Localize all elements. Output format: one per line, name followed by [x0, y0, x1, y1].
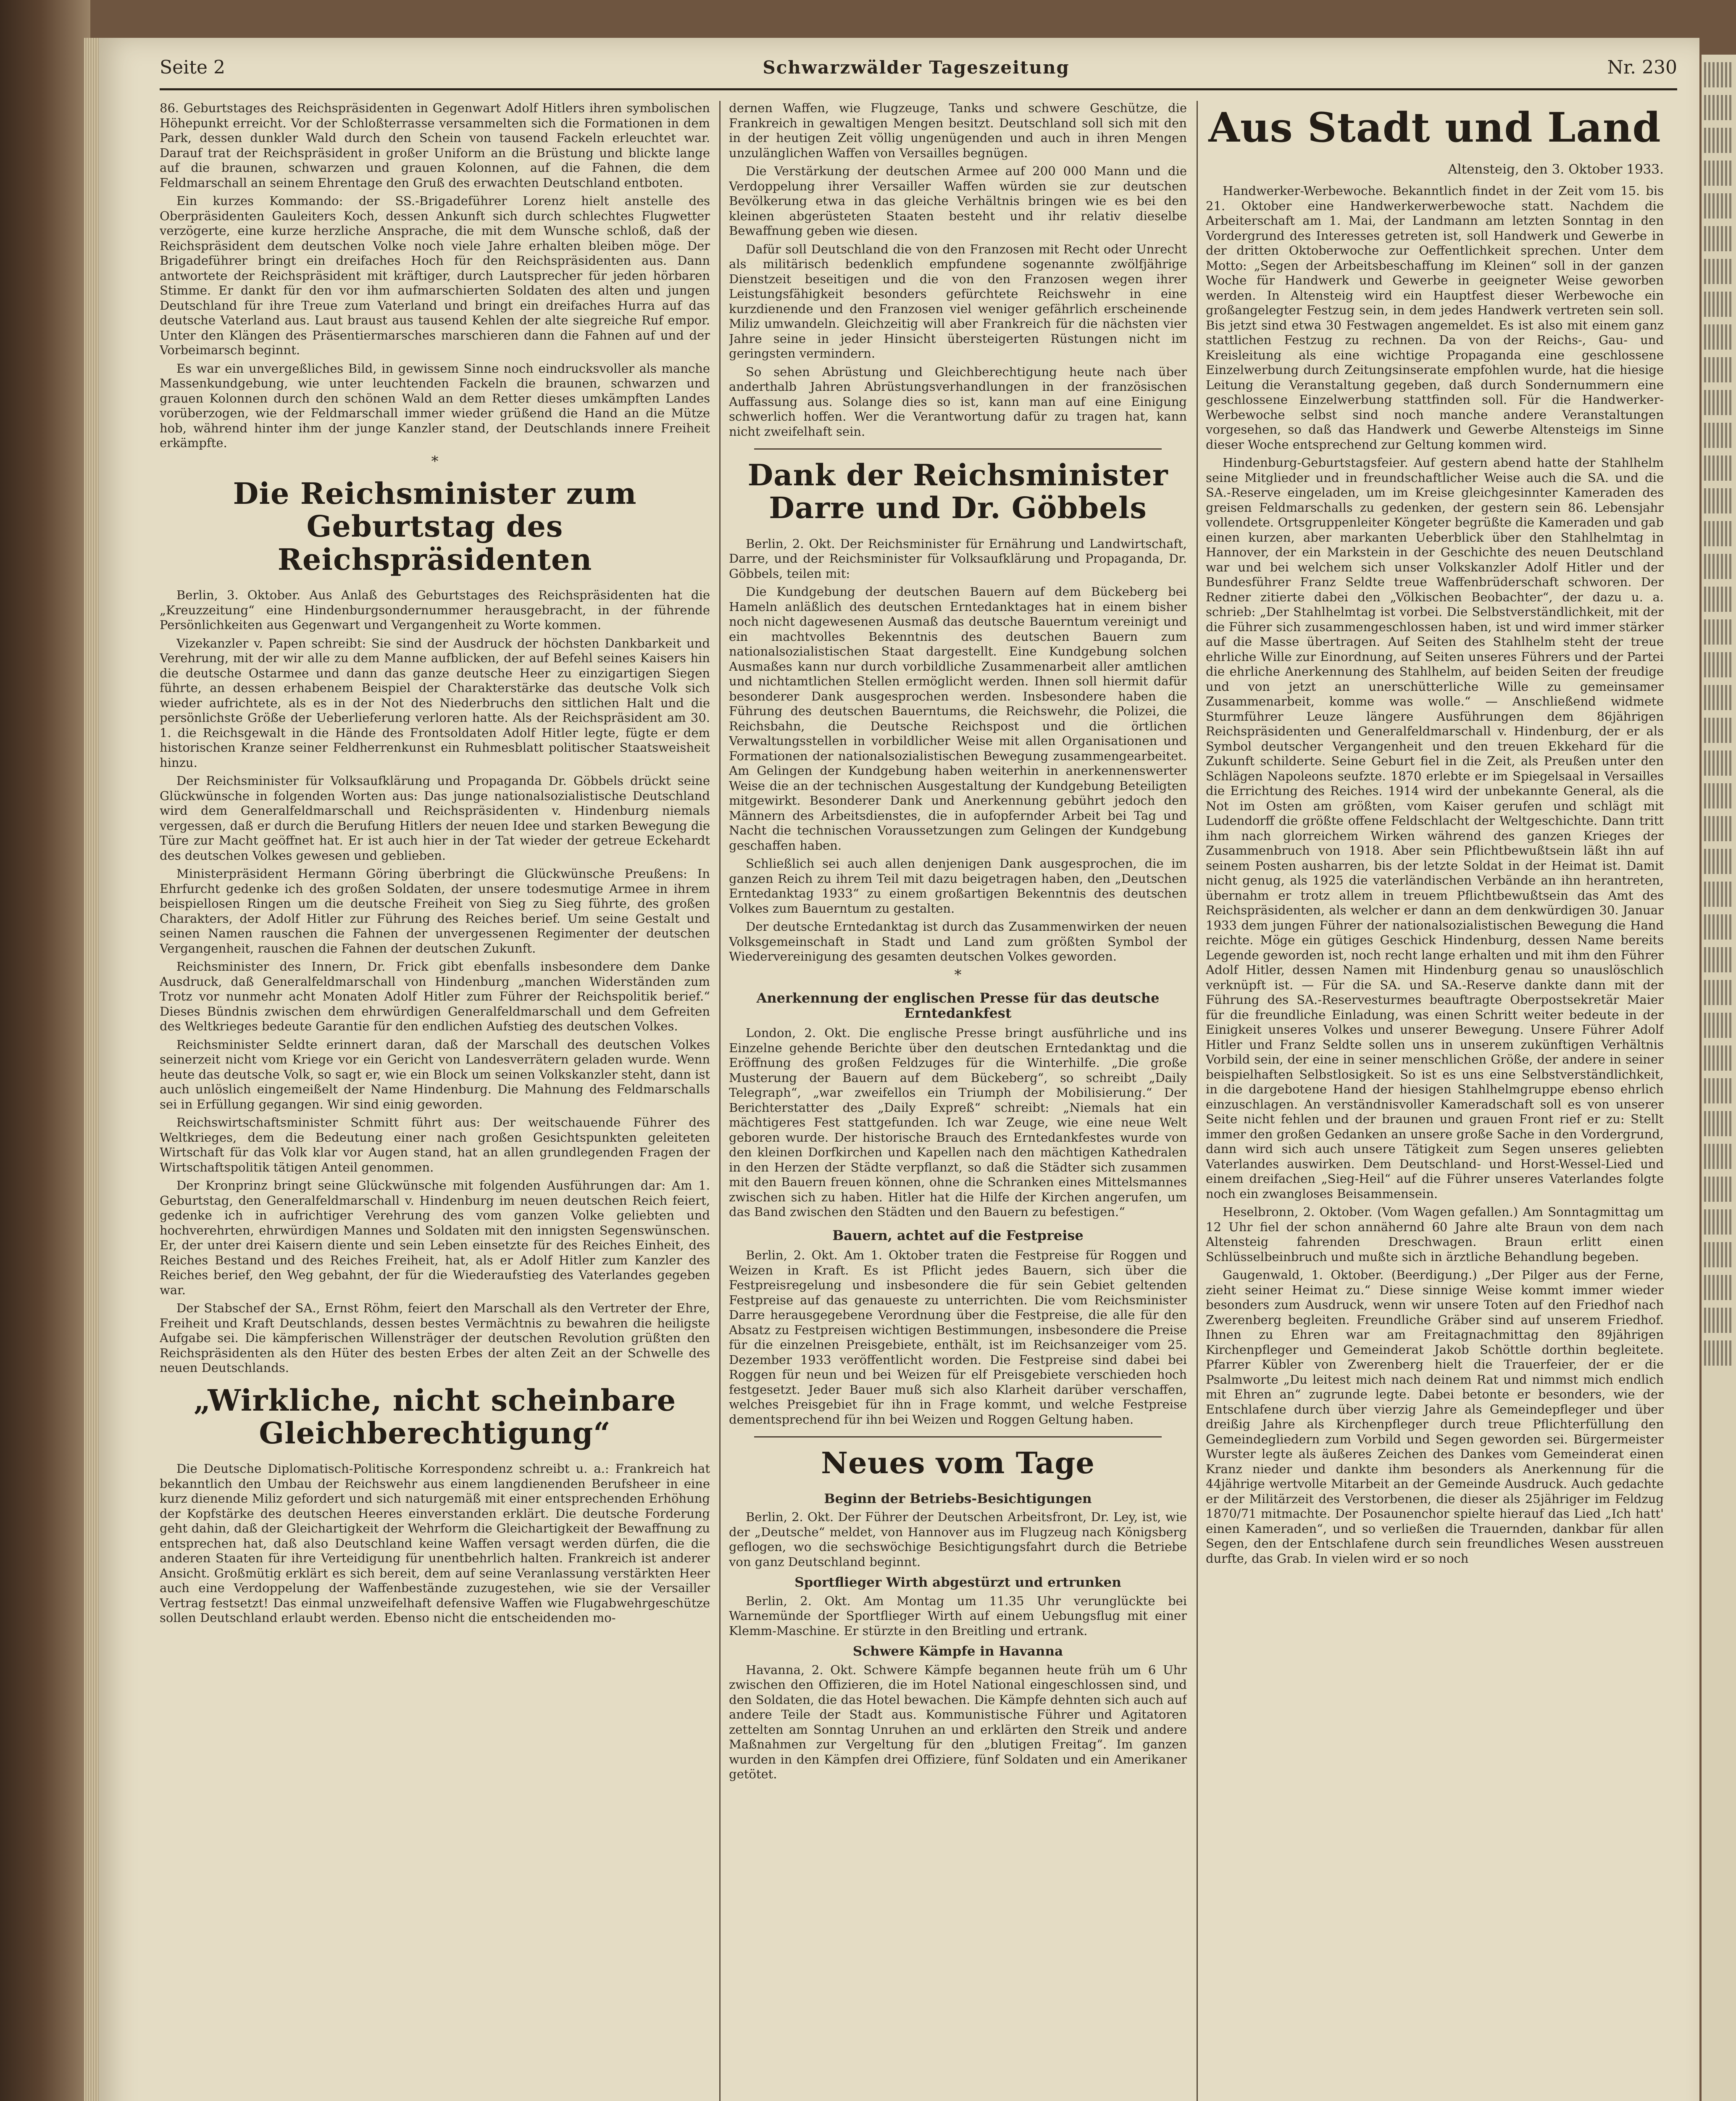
section-star: * — [954, 966, 962, 983]
article-text: Ministerpräsident Hermann Göring überbringt die Glückwünsche Preußens: In Ehrfurcht gedenke ich des großen Soldaten, der unsere todesmutige Armee in ihrem beispiellosen Ringen um die deutsche Freiheit von Sieg zu Sieg führte, des großen Charakters, der Adolf Hitler zur Führung des Reiches berief. Um seine Gestalt und seinen Namen rauschen die Fahnen der unvergessenen Regimenter der deutschen Vergangenheit, rauschen die Fahnen der deutschen Zukunft. — [160, 866, 710, 956]
article-text: Dafür soll Deutschland die von den Franzosen mit Recht oder Unrecht als militärisch bedenklich empfundene sogenannte zwölfjährige Dienstzeit beseitigen und die von den Franzosen wegen ihrer Leistungsfähigkeit besonders gefürchtete Reichswehr in eine kurzdienende und den Franzosen viel weniger gefährlich erscheinende Miliz umwandeln. Gleichzeitig will aber Frankreich für die nächsten vier Jahre seine in jeder Hinsicht übersteigerten Rüstungen nicht im geringsten vermindern. — [729, 242, 1187, 361]
article-text: London, 2. Okt. Die englische Presse bringt ausführliche und ins Einzelne gehende Berichte über den deutschen Erntedanktag und die Eröffnung des großen Feldzuges für die Winterhilfe. „Die große Musterung der Bauern auf dem Bückeberg“, so schreibt „Daily Telegraph“, „war zweifellos ein Triumph der Mobilisierung.“ Der Berichterstatter des „Daily Expreß“ schreibt: „Niemals hat ein mächtigeres Fest stattgefunden. Ich war Zeuge, wie eine neue Welt geboren wurde. Der historische Brauch des Erntedankfestes wurde von den kleinen Dorfkirchen und Kapellen nach den mächtigen Kathedralen in den Herzen der Städte verpflanzt, so daß die Städter sich zusammen mit den Bauern freuen können, ohne die Schranken eines Mittelsmannes zwischen sich zu haben. Hitler hat die Hilfe der Kirchen angerufen, um das Band zwischen den Städten und den Bauern zu befestigen.“ — [729, 1026, 1187, 1219]
page-header — [160, 46, 1677, 90]
article-text: Reichswirtschaftsminister Schmitt führt aus: Der weitschauende Führer des Weltkrieges, dem die Bedeutung einer nach großen Gesichtspunkten geleiteten Wirtschaft für das Volk klar vor Augen stand, hat an allen grundlegenden Fragen der Wirtschaftspolitik tätigen Anteil genommen. — [160, 1115, 710, 1174]
dateline: Altensteig, den 3. Oktober 1933. — [1448, 161, 1664, 177]
article-text: Berlin, 2. Okt. Am Montag um 11.35 Uhr verunglückte bei Warnemünde der Sportflieger Wirth auf einem Uebungsflug mit einer Klemm-Maschine. Er stürzte in den Breitling und ertrank. — [729, 1593, 1187, 1638]
section-headline: Neues vom Tage — [821, 1445, 1095, 1481]
article-text: Berlin, 2. Okt. Der Führer der Deutschen Arbeitsfront, Dr. Ley, ist, wie der „Deutsche“ meldet, von Hannover aus im Flugzeug nach Königsberg geflogen, wo die sechswöchige Besichtigungsfahrt durch die Betriebe von ganz Deutschland beginnt. — [729, 1510, 1187, 1569]
article-text: Der Stabschef der SA., Ernst Röhm, feiert den Marschall als den Vertreter der Ehre, Freiheit und Kraft Deutschlands, dessen bestes Vermächtnis zu bewahren die heiligste Aufgabe sei. Die kämpferischen Willensträger der deutschen Revolution grüßten den Reichspräsidenten als den Hüter des besten Erbes der alten Zeit an der Schwelle des neuen Deutschlands. — [160, 1301, 710, 1375]
article-headline: Dank der Reichsminister Darre und Dr. Göbbels — [747, 458, 1168, 526]
article-text: Berlin, 2. Okt. Der Reichsminister für Ernährung und Landwirtschaft, Darre, und der Reichsminister für Volksaufklärung und Propaganda, Dr. Göbbels, teilen mit: — [729, 536, 1187, 581]
article-text: Hindenburg-Geburtstagsfeier. Auf gestern abend hatte der Stahlhelm seine Mitglieder und in freundschaftlicher Weise auch die SA. und die SA.-Reserve eingeladen, um im Kreise gleichgesinnter Kameraden des greisen Feldmarschalls zu gedenken, der gestern sein 86. Lebensjahr vollendete. Ortsgruppenleiter Köngeter begrüßte die Kameraden und gab einen kurzen, aber markanten Ueberblick über den Stahlhelmtag in Hannover, der ein Markstein in der Geschichte des neuen Deutschland war und bei welchem sich unser Volkskanzler Adolf Hitler und der Bundesführer Franz Seldte treue Waffenbrüderschaft schworen. Der Redner zitierte dabei den „Völkischen Beobachter“, der dazu u. a. schrieb: „Der Stahlhelmtag ist vorbei. Die Selbstverständlichkeit, mit der die Führer sich zusammengeschlossen haben, ist und wird immer stärker auf die Masse übertragen. Auf Seiten des Stahlhelm steht der treue ehrliche Wille zur Einordnung, auf Seiten unseres Führers und der Partei die ehrliche Anerkennung des Stahlhelm, auf beiden Seiten der freudige und von jetzt an unerschütterliche Wille zu gemeinsamer Zusammenarbeit, komme was wolle.“ — Anschließend widmete Sturmführer Leuze längere Ausführungen dem 86jährigen Reichspräsidenten und Generalfeldmarschall v. Hindenburg, der er als Symbol deutscher Vergangenheit und den treuen Ekkehard für die Zukunft schilderte. Seine Geburt fiel in die Zeit, als Preußen unter den Schlägen Napoleons seufzte. 1870 erlebte er im Spiegelsaal in Versailles die Errichtung des Reiches. 1914 wird der unbekannte General, als die Not im Osten am größten, vom Kaiser gerufen und schlägt mit Ludendorff die größte offene Feldschlacht der Weltgeschichte. Dann tritt ihm nach glorreichem Wirken während des ganzen Krieges der Zusammenbruch von 1918. Aber sein Pflichtbewußtsein läßt ihn auf seinem Posten ausharren, bis der letzte Soldat in der Heimat ist. Damit nicht genug, als 1925 die vaterländischen Verbände an ihn herantreten, übernahm er trotz allem in treuem Pflichtbewußtsein das Amt des Reichspräsidenten, als welcher er dann an dem denkwürdigen 30. Januar 1933 dem jungen Führer der nationalsozialistischen Bewegung die Hand reichte. Möge ein gütiges Geschick Hindenburg, dessen Name bereits Legende geworden ist, noch recht lange erhalten und mit ihm den Führer Adolf Hitler, dessen Namen mit Hindenburg genau so unauslöschlich verknüpft ist. — Für die SA. und SA.-Reserve dankte dann mit der Führung des SA.-Reservesturmes beauftragte Oberpostsekretär Maier für die freundliche Einladung, was einen Schritt weiter bedeute in der Einigkeit unseres Volkes und unserer Bewegung. Unsere Führer Adolf Hitler und Franz Seldte sollen uns in unserem zukünftigen Verhältnis Vorbild sein, der eine in seiner menschlichen Größe, der andere in seiner beispielhaften Selbstlosigkeit. So ist es uns eine Selbstverständlichkeit, in die dargebotene Hand der hiesigen Stahlhelmgruppe ebenso ehrlich einzuschlagen. An verständnisvoller Kameradschaft soll es von unserer Seite nicht fehlen und der braunen und grauen Front rief er zu: Stellt immer den großen Gedanken an unsere große Sache in den Vordergrund, dann wird sich auch unsere Tätigkeit zum Segen unseres geliebten Vaterlandes auswirken. Dem Deutschland- und Horst-Wessel-Lied und einem dreifachen „Sieg-Heil“ auf die Führer unseres Vaterlandes folgte noch ein zwangloses Beisammensein. — [1206, 455, 1664, 1201]
article-subheadline: Bauern, achtet auf die Festpreise — [832, 1227, 1084, 1243]
article-text: Die Verstärkung der deutschen Armee auf 200 000 Mann und die Verdoppelung ihrer Versailler Waffen würden sie zur deutschen Bevölkerung etwa in das gleiche Verhältnis bringen wie es bei den kleinen abgerüsteten Staaten besteht und ihr relativ dieselbe Bewaffnung geben wie diesen. — [729, 164, 1187, 238]
page-edges — [84, 38, 101, 2101]
article-text: Ein kurzes Kommando: der SS.-Brigadeführer Lorenz hielt anstelle des Oberpräsidenten Gauleiters Koch, dessen Ankunft sich durch schlechtes Flugwetter verzögerte, eine kurze herzliche Ansprache, die mit dem Wunsche schloß, daß der Reichspräsident dem deutschen Volke noch viele Jahre erhalten bleiben möge. Der Brigadeführer bringt ein dreifaches Hoch für den Reichspräsidenten aus. Dann antwortete der Reichspräsident mit kräftiger, durch Lautsprecher für jeden hörbaren Stimme. Er dankt für den vor ihm aufmarschierten Soldaten des alten und jungen Deutschland für ihre Treue zum Vaterland und bringt ein dreifaches Hurra auf das deutsche Vaterland aus. Laut braust aus tausend Kehlen der alte siegreiche Ruf empor. Unter den Klängen des Präsentiermarsches marschieren dann die Fahnen auf und der Vorbeimarsch beginnt. — [160, 194, 710, 357]
column-rule — [719, 101, 721, 2101]
article-text: Schließlich sei auch allen denjenigen Dank ausgesprochen, die im ganzen Reich zu ihrem Teil mit dazu beigetragen haben, den „Deutschen Erntedanktag 1933“ zu einem großartigen Bekenntnis des deutschen Volkes zum Bauerntum zu gestalten. — [729, 856, 1187, 916]
article-text: Havanna, 2. Okt. Schwere Kämpfe begannen heute früh um 6 Uhr zwischen den Offizieren, die im Hotel National eingeschlossen sind, und den Soldaten, die das Hotel bewachen. Die Kämpfe dehnten sich auch auf andere Teile der Stadt aus. Kommunistische Führer und Agitatoren zettelten am Sonntag Unruhen an und erklärten den Streik und andere Maßnahmen zur Vergeltung für den „blutigen Freitag“. Im ganzen wurden in den Kämpfen drei Offiziere, fünf Soldaten und ein Amerikaner getötet. — [729, 1662, 1187, 1782]
section-star: * — [431, 453, 439, 470]
column-rule — [1197, 101, 1198, 2101]
article-text: 86. Geburtstages des Reichspräsidenten in Gegenwart Adolf Hitlers ihren symbolischen Höhepunkt erreicht. Vor der Schloßterrasse versammelten sich die Formationen in dem Park, dessen dunkler Wald durch den Schein von tausend Fackeln erleuchtet war. Darauf trat der Reichspräsident in großer Uniform an die Brüstung und blickte lange auf die braunen, schwarzen und grauen Kolonnen, auf die Fahnen, die dem Feldmarschall an seinem Ehrentage den Gruß des erwachten Deutschland entboten. — [160, 101, 710, 190]
article-text: Gaugenwald, 1. Oktober. (Beerdigung.) „Der Pilger aus der Ferne, zieht seiner Heimat zu.“ Diese sinnige Weise kommt immer wieder besonders zum Ausdruck, wenn wir unsere Toten auf den Friedhof nach Zwerenberg begleiten. Freundliche Gräber sind auf unserem Friedhof. Ihnen zu Ehren war am Freitagnachmittag den 89jährigen Kirchenpfleger und Gemeinderat Jakob Schöttle dorthin begleitete. Pfarrer Kübler von Zwerenberg hielt die Trauerfeier, der er die Psalmworte „Du leitest mich nach deinem Rat und nimmst mich endlich mit Ehren an“ zugrunde legte. Dabei betonte er besonders, wie der Entschlafene durch über vierzig Jahre als Gemeindepfleger und über dreißig Jahre als Kirchenpfleger durch treue Pflichterfüllung den Gemeindegliedern zum Vorbild und Segen geworden sei. Bürgermeister Wurster legte als äußeres Zeichen des Dankes vom Gemeinderat einen Kranz nieder und dankte ihm besonders als Anerkennung für die 44jährige wertvolle Mitarbeit an der Gemeinde Ausdruck. Auch gedachte er der Militärzeit des Verstorbenen, die dieser als 25jähriger im Feldzug 1870/71 mitmachte. Der Posaunenchor spielte hierauf das Lied „Ich hatt' einen Kameraden“, und so verließen die Trauernden, dankbar für allen Segen, den der Entschlafene durch sein freundliches Wesen ausstreuen durfte, das Grab. In vielen wird er so noch — [1206, 1268, 1664, 1566]
column-left — [160, 101, 710, 2101]
article-text: dernen Waffen, wie Flugzeuge, Tanks und schwere Geschütze, die Frankreich in gewaltigen Mengen besitzt. Deutschland soll sich mit den in der heutigen Zeit völlig ungenügenden und auch in ihren Mengen unzulänglichen Waffen von Versailles begnügen. — [729, 101, 1187, 160]
article-text: Die Kundgebung der deutschen Bauern auf dem Bückeberg bei Hameln anläßlich des deutschen Erntedanktages hat in einem bisher noch nicht dagewesenen Ausmaß das deutsche Bauerntum vereinigt und ein machtvolles Bekenntnis des deutschen Bauern zum nationalsozialistischen Staat dargestellt. Eine Kundgebung solchen Ausmaßes kann nur durch vorbildliche Zusammenarbeit aller amtlichen und nichtamtlichen Stellen ermöglicht werden. Ihnen soll hiermit dafür besonderer Dank ausgesprochen werden. Insbesondere haben die Führung des deutschen Bauerntums, die Reichswehr, die Polizei, die Reichsbahn, die Deutsche Reichspost und die örtlichen Verwaltungsstellen in vorbildlicher Weise mit allen Organisationen und Formationen der nationalsozialistischen Bewegung zusammengearbeitet. Am Gelingen der Kundgebung haben weiterhin in anerkennenswerter Weise die an der technischen Ausgestaltung der Kundgebung Beteiligten mitgewirkt. Besonderer Dank und Anerkennung gebührt jedoch den Männern des Arbeitsdienstes, die in aufopfernder Arbeit bei Tag und Nacht die technischen Voraussetzungen zum Gelingen der Kundgebung geschaffen haben. — [729, 584, 1187, 853]
article-subheadline: Beginn der Betriebs-Besichtigungen — [824, 1491, 1092, 1506]
article-text: So sehen Abrüstung und Gleichberechtigung heute nach über anderthalb Jahren Abrüstungsverhandlungen in der französischen Auffassung aus. Solange dies so ist, kann man auf eine Einigung schwerlich hoffen. Wer die Verantwortung dafür zu tragen hat, kann nicht zweifelhaft sein. — [729, 364, 1187, 439]
section-divider — [754, 448, 1162, 450]
article-text: Heselbronn, 2. Oktober. (Vom Wagen gefallen.) Am Sonntagmittag um 12 Uhr fiel der schon annähernd 60 Jahre alte Braun von dem nach Altensteig fahrenden Dreschwagen. Braun erlitt einen Schlüsselbeinbruch und mußte sich in ärztliche Behandlung begeben. — [1206, 1205, 1664, 1264]
article-text: Reichsminister des Innern, Dr. Frick gibt ebenfalls insbesondere dem Danke Ausdruck, daß Generalfeldmarschall von Hindenburg „manchen Widerständen zum Trotz vor nunmehr acht Monaten Adolf Hitler zum Führer der Reichspolitik berief.“ Dieses Bündnis zwischen dem ehrwürdigen Generalfeldmarschall und dem Gefreiten des Weltkrieges bedeute Garantie für den endlichen Aufstieg des deutschen Volkes. — [160, 959, 710, 1034]
article-text: Berlin, 3. Oktober. Aus Anlaß des Geburtstages des Reichspräsidenten hat die „Kreuzzeitung“ eine Hindenburgsondernummer herausgebracht, in der führende Persönlichkeiten aus Gegenwart und Vergangenheit zu Worte kommen. — [160, 588, 710, 632]
section-headline: Aus Stadt und Land — [1208, 104, 1661, 151]
article-text: Reichsminister Seldte erinnert daran, daß der Marschall des deutschen Volkes seinerzeit nicht vom Kriege vor ein Gericht von Landesverrätern geladen wurde. Wenn heute das deutsche Volk, so sagt er, wie ein Block um seinen Volkskanzler steht, dann ist auch unlöslich eingemeißelt der Name Hindenburg. Die Mahnung des Feldmarschalls sei in Erfüllung gegangen. Wir sind einig geworden. — [160, 1037, 710, 1111]
article-text: Der deutsche Erntedanktag ist durch das Zusammenwirken der neuen Volksgemeinschaft in Stadt und Land zum größten Symbol der Wiedervereinigung des gesamten deutschen Volkes geworden. — [729, 919, 1187, 964]
article-text: Vizekanzler v. Papen schreibt: Sie sind der Ausdruck der höchsten Dankbarkeit und Verehrung, mit der wir alle zu dem Manne aufblicken, der auf Befehl seines Kaisers hin die deutsche Ostarmee und dann das ganze deutsche Heer zu einzigartigen Siegen führte, an dessen erhabenem Beispiel der Charakterstärke das deutsche Volk sich wieder aufrichtete, als es in der Not des Niederbruchs den sittlichen Halt und die persönlichste Größe der Ueberlieferung verloren hatte. Als der Reichspräsident am 30. 1. die Reichsgewalt in die Hände des Frontsoldaten Adolf Hitler legte, fügte er dem historischen Kranze seiner Feldherrenkunst ein Ruhmesblatt politischer Staatsweisheit hinzu. — [160, 636, 710, 770]
article-headline: Die Reichsminister zum Geburtstag des Reichspräsidenten — [233, 476, 637, 577]
section-divider — [754, 1436, 1162, 1438]
article-text: Der Reichsminister für Volksaufklärung und Propaganda Dr. Göbbels drückt seine Glückwünsche in folgenden Worten aus: Das junge nationalsozialistische Deutschland wird dem Generalfeldmarschall und Reichspräsidenten v. Hindenburg niemals vergessen, daß er durch die Berufung Hitlers der neuen Idee und starken Bewegung die Türe zur Macht geöffnet hat. Er ist auch hier in der Tat wieder der getreue Eckehardt des deutschen Volkes gewesen und geblieben. — [160, 774, 710, 863]
column-middle — [729, 101, 1187, 2101]
article-subheadline: Schwere Kämpfe in Havanna — [852, 1644, 1063, 1659]
article-text: Berlin, 2. Okt. Am 1. Oktober traten die Festpreise für Roggen und Weizen in Kraft. Es ist Pflicht jedes Bauern, sich über die Festpreisregelung und insbesondere die für sein Gebiet geltenden Festpreise auf das genaueste zu unterrichten. Die vom Reichsminister Darre herausgegebene Verordnung über die Festpreise, die alle für den Absatz zu Festpreisen wichtigen Bestimmungen, insbesondere die Preise für die einzelnen Preisgebiete, enthält, ist im Reichsanzeiger vom 25. Dezember 1933 veröffentlicht worden. Die Festpreise sind dabei bei Roggen für neun und bei Weizen für elf Preisgebiete verschieden hoch festgesetzt. Jeder Bauer muß sich also Klarheit darüber verschaffen, welches Preisgebiet für ihn in Frage kommt, und welche Festpreise dementsprechend für ihn bei Weizen und Roggen Geltung haben. — [729, 1248, 1187, 1427]
adjacent-page-edge — [1702, 55, 1736, 2101]
book-binding — [0, 0, 90, 2101]
article-subheadline: Anerkennung der englischen Presse für das deutsche Erntedankfest — [756, 990, 1160, 1021]
article-text: Die Deutsche Diplomatisch-Politische Korrespondenz schreibt u. a.: Frankreich hat bekanntlich den Umbau der Reichswehr aus einem langdienenden Berufsheer in eine kurz dienende Miliz gefordert und sich naturgemäß mit einer entsprechenden Erhöhung der Kopfstärke des deutschen Heeres einverstanden erklärt. Die deutsche Forderung geht dahin, daß der Gleichartigkeit der Wehrform die Gleichartigkeit der Bewaffnung zu entsprechen hat, daß also Deutschland keine Waffen versagt werden dürfen, die die anderen Staaten für ihre Verteidigung für unentbehrlich halten. Frankreich ist anderer Ansicht. Großmütig erklärt es sich bereit, dem auf seine Veranlassung verstärkten Heer auch eine Verdoppelung der Waffenbestände zuzugestehen, wie sie der Versailler Vertrag festsetzt! Das einmal unzweifelhaft defensive Waffen wie Flugabwehrgeschütze sollen Deutschland erlaubt werden. Ebenso nicht die entscheidenden mo- — [160, 1461, 710, 1625]
newspaper-title: Schwarzwälder Tageszeitung — [763, 57, 1070, 78]
article-text: Handwerker-Werbewoche. Bekanntlich findet in der Zeit vom 15. bis 21. Oktober eine Handwerkerwerbewoche statt. Nachdem die Arbeiterschaft am 1. Mai, der Landmann am letzten Sonntag in den Vordergrund des Interesses getreten ist, soll Handwerk und Gewerbe in der dritten Oktoberwoche zur Oeffentlichkeit sprechen. Unter dem Motto: „Segen der Arbeitsbeschaffung im Kleinen“ soll in der ganzen Woche für Handwerk und Gewerbe in geeigneter Weise geworben werden. In Altensteig wird ein Hauptfest dieser Werbewoche ein großangelegter Festzug sein, in dem jedes Handwerk vertreten sein soll. Bis jetzt sind etwa 30 Festwagen angemeldet. Es ist also mit einem ganz stattlichen Festzug zu rechnen. Da von der Reichs-, Gau- und Kreisleitung als eine wichtige Propaganda eine geschlossene Einzelwerbung durch Zeitungsinserate empfohlen wurde, hat die hiesige Leitung die Veranstaltung gegeben, daß durch Sondernummern eine geschlossene Einzelwerbung stattfinden soll. Für die Handwerker-Werbewoche selbst sind noch manche andere Veranstaltungen vorgesehen, so daß das Handwerk und Gewerbe Altensteigs im Sinne dieser Woche entsprechend zur Geltung kommen wird. — [1206, 184, 1664, 452]
article-headline: „Wirkliche, nicht scheinbare Gleichberechtigung“ — [193, 1382, 676, 1451]
page-number: Seite 2 — [160, 56, 225, 78]
article-subheadline: Sportflieger Wirth abgestürzt und ertrunken — [794, 1575, 1121, 1590]
issue-number: Nr. 230 — [1607, 56, 1677, 78]
article-text: Der Kronprinz bringt seine Glückwünsche mit folgenden Ausführungen dar: Am 1. Geburtstag, den Generalfeldmarschall v. Hindenburg im neuen deutschen Reich feiert, gedenke ich in aufrichtiger Verehrung des vom ganzen Volke geliebten und hochverehrten, ehrwürdigen Mannes und Soldaten mit den innigsten Segenswünschen. Er, der unter drei Kaisern diente und sein Leben einsetzte für des Reiches Einheit, des Reiches Bestand und des Reiches Freiheit, hat, als er Adolf Hitler zum Kanzler des Reiches berief, den Weg gebahnt, der für die Wiederaufstieg des Vaterlandes gegeben war. — [160, 1178, 710, 1297]
article-text: Es war ein unvergeßliches Bild, in gewissem Sinne noch eindrucksvoller als manche Massenkundgebung, wie unter leuchtenden Fackeln die braunen, schwarzen und grauen Kolonnen durch den schönen Wald an dem Retter dieses umkämpften Landes vorüberzogen, wie der Feldmarschall immer wieder grüßend die Hand an die Mütze hob, während hinter ihm der junge Kanzler stand, der Deutschlands innere Freiheit erkämpfte. — [160, 361, 710, 450]
column-right — [1206, 101, 1664, 2101]
